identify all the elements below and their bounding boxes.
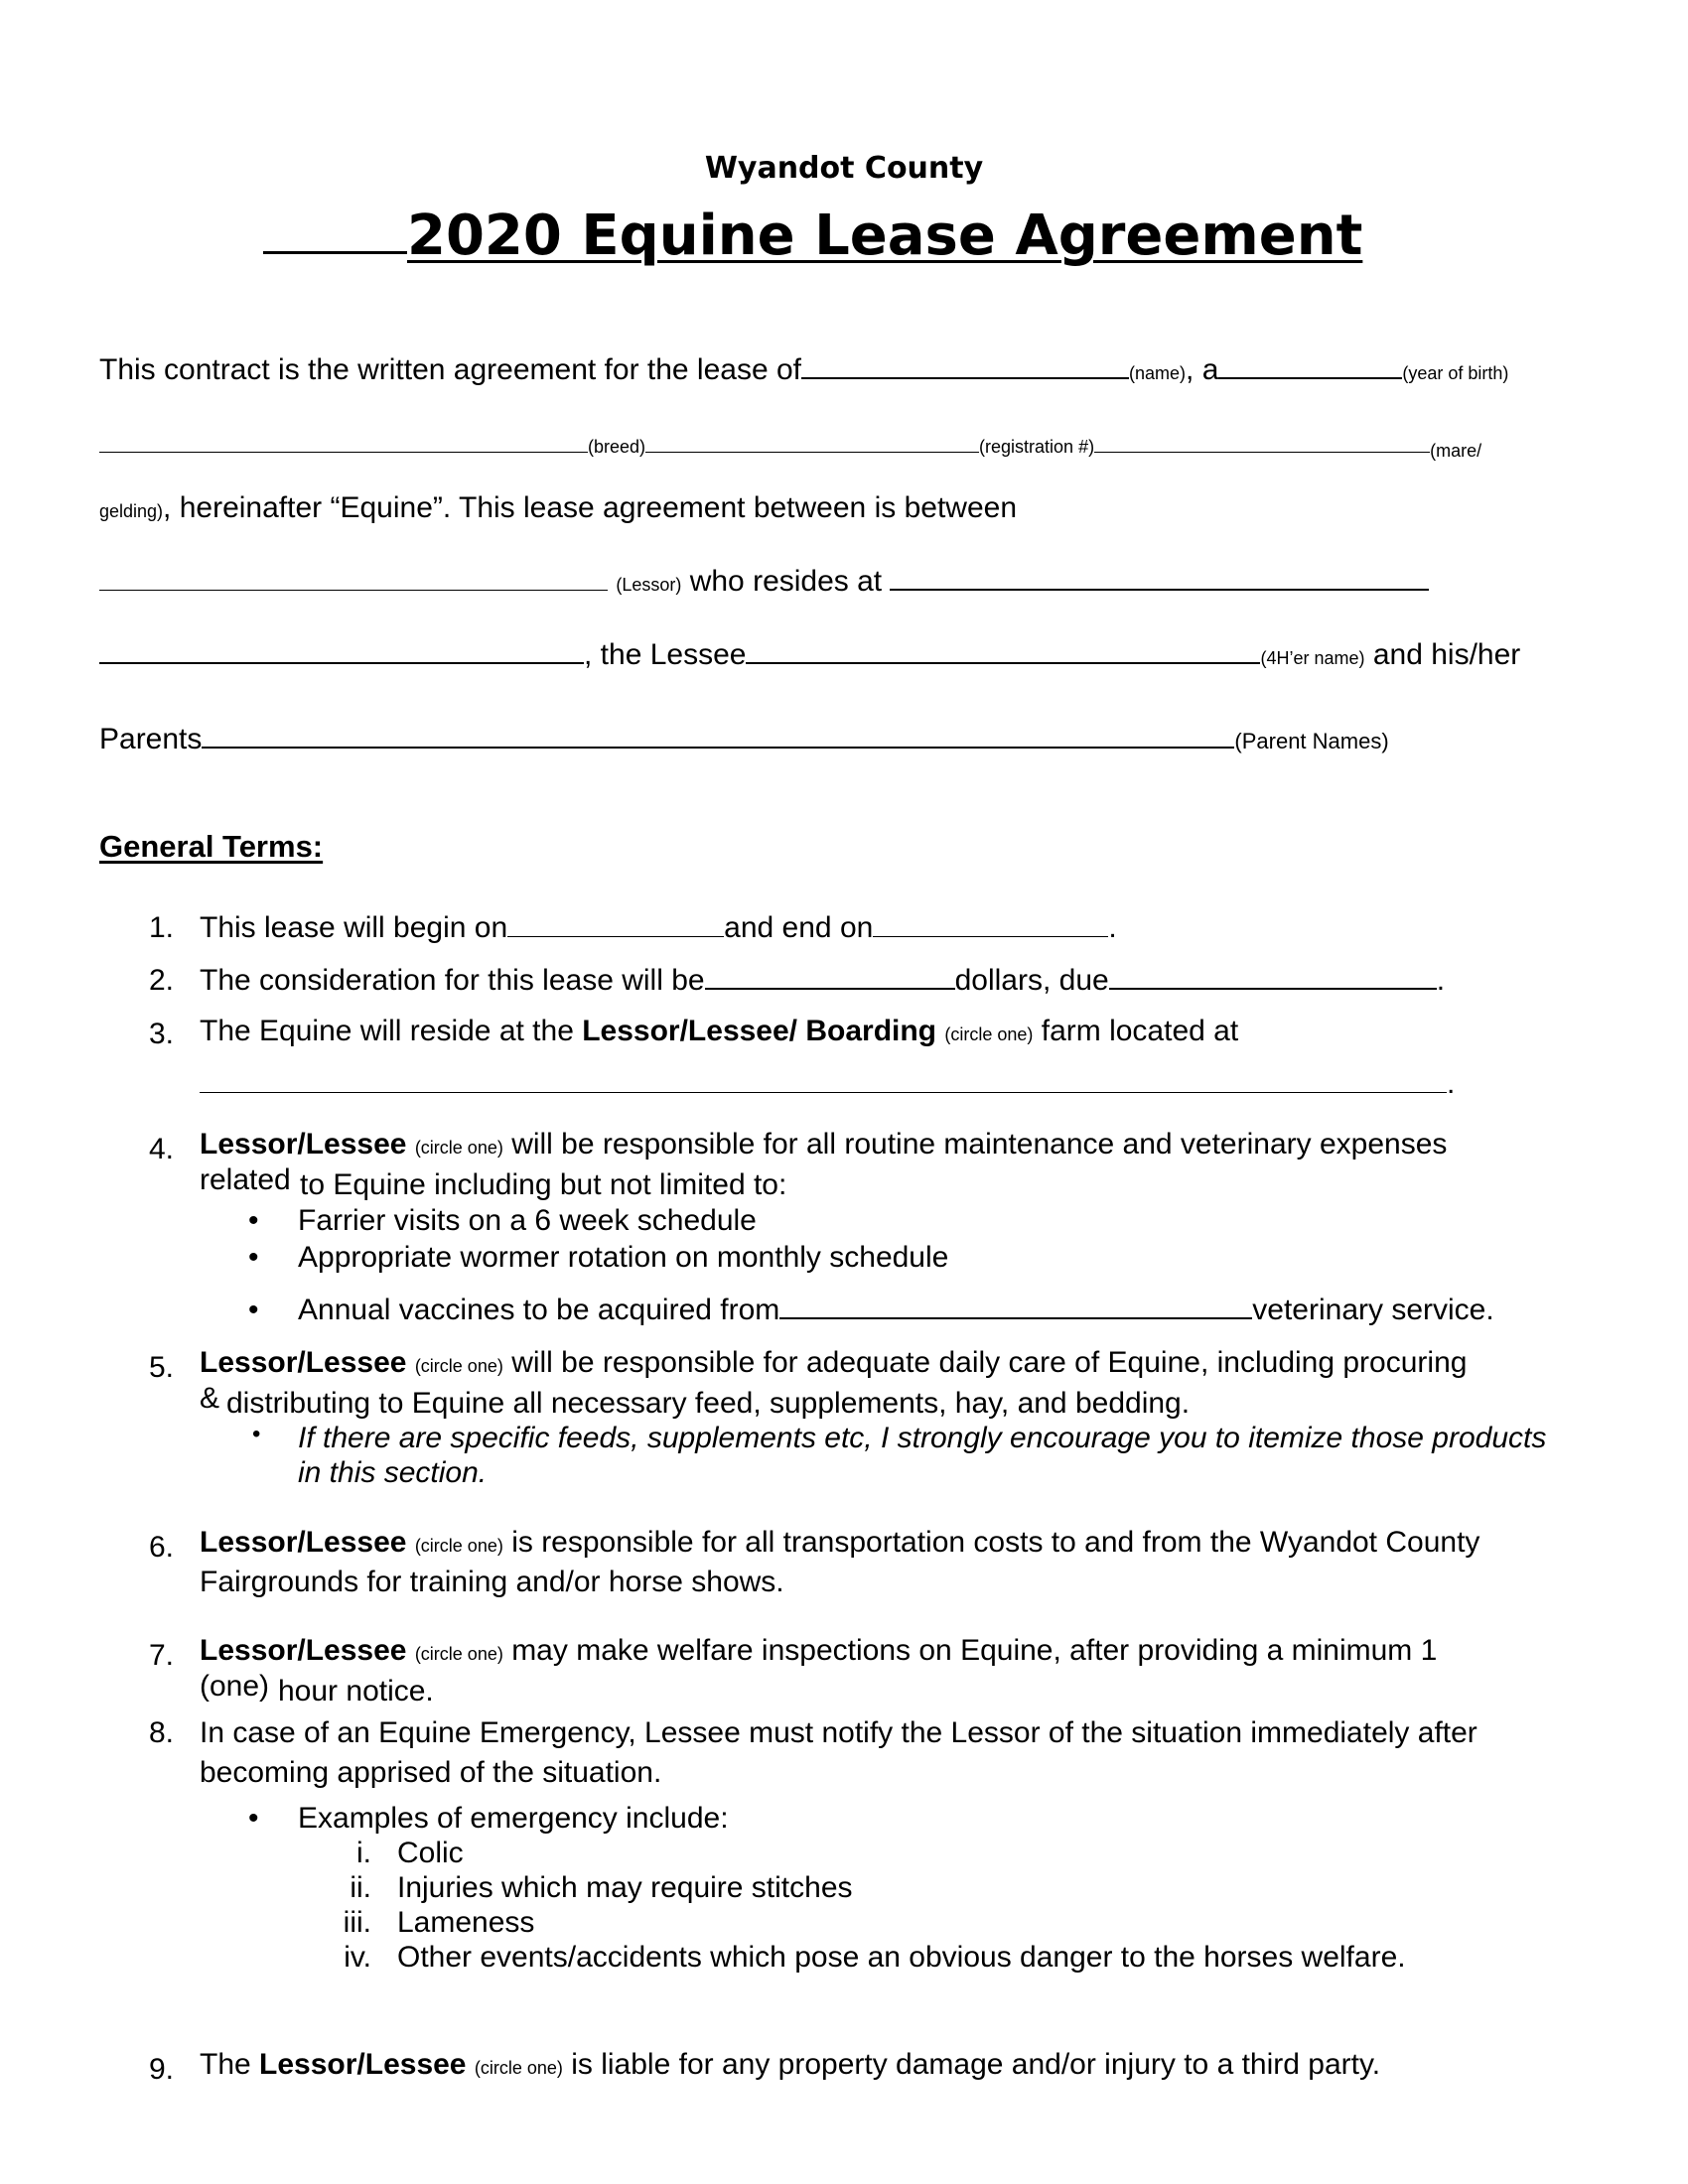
roman-numeral: iii. (343, 1906, 371, 1939)
item-text: This lease will begin on (200, 911, 508, 944)
bullet-item: Farrier visits on a 6 week schedule (298, 1204, 757, 1237)
year-of-birth-field[interactable] (1218, 377, 1402, 379)
parents-text: Parents (99, 723, 203, 755)
term-item-8: In case of an Equine Emergency, Lessee must notify the Lessor of the situation immediately after (200, 1716, 1477, 1749)
term-item-9 (200, 2048, 1380, 2082)
intro-line-5 (99, 638, 1520, 672)
item-text: Annual vaccines to be acquired from (298, 1294, 780, 1326)
item-number: 3. (149, 1018, 175, 1050)
term-item-2 (200, 964, 1445, 998)
consideration-amount-field[interactable] (705, 988, 955, 990)
item-text: The (200, 2048, 260, 2081)
term-item-5 (200, 1346, 1467, 1380)
title-leading-blank[interactable] (263, 251, 407, 254)
mare-gelding-field[interactable] (1094, 452, 1430, 453)
emergency-example: Colic (397, 1837, 464, 1869)
hereinafter-text: , hereinafter “Equine”. This lease agreement between is between (163, 491, 1017, 524)
lessor-address-field-2[interactable] (99, 662, 584, 664)
item-text: will be responsible for adequate daily care of Equine, including procuring (511, 1346, 1468, 1379)
breed-hint: (breed) (588, 437, 646, 457)
item-text: and end on (724, 911, 874, 944)
bullet-icon: • (248, 1241, 259, 1274)
bullet-item: Appropriate wormer rotation on monthly schedule (298, 1241, 949, 1274)
item-text: veterinary service. (1252, 1294, 1494, 1326)
parent-names-field[interactable] (202, 747, 1234, 749)
emergency-examples-label: Examples of emergency include: (298, 1802, 729, 1835)
lessee-name-field[interactable] (746, 662, 1260, 664)
registration-hint: (registration #) (979, 437, 1095, 457)
circle-one-hint: (circle one) (414, 1644, 503, 1664)
item-text: dollars, due (954, 964, 1109, 997)
bullet-icon: • (252, 1421, 261, 1447)
item-7-line-2b: hour notice. (278, 1675, 434, 1707)
item-number: 9. (149, 2053, 175, 2086)
parent-names-hint: (Parent Names) (1234, 729, 1389, 753)
item-5-line-2: distributing to Equine all necessary feed, supplements, hay, and bedding. (226, 1387, 1191, 1420)
item-number: 8. (149, 1716, 175, 1749)
general-terms-heading: General Terms: (99, 829, 324, 864)
ampersand: & (200, 1382, 220, 1415)
4h-name-hint: (4H’er name) (1260, 648, 1365, 668)
bullet-icon: • (248, 1204, 259, 1237)
item-7-line-2a: (one) (200, 1670, 270, 1703)
lessor-hint: (Lessor) (616, 575, 682, 595)
his-her-text: and his/her (1372, 638, 1521, 671)
item-text: is responsible for all transportation costs to and from the Wyandot County (511, 1526, 1480, 1559)
circle-one-hint: (circle one) (414, 1138, 503, 1158)
circle-one-hint: (circle one) (414, 1536, 503, 1556)
horse-name-field[interactable] (801, 377, 1129, 379)
item-text: will be responsible for all routine maintenance and veterinary expenses (511, 1128, 1448, 1160)
intro-line-4 (99, 565, 1429, 599)
emergency-example: Other events/accidents which pose an obvious danger to the horses welfare. (397, 1941, 1406, 1974)
item-number: 5. (149, 1351, 175, 1384)
lessee-text: , the Lessee (584, 638, 747, 671)
lease-end-field[interactable] (873, 936, 1108, 937)
bullet-icon: • (248, 1802, 259, 1835)
item-6-line-2: Fairgrounds for training and/or horse shows. (200, 1566, 784, 1598)
term-item-4 (200, 1128, 1447, 1161)
year-hint: (year of birth) (1402, 363, 1509, 383)
intro-line-1 (99, 353, 1508, 387)
lessor-name-field[interactable] (99, 590, 608, 591)
item-text: may make welfare inspections on Equine, after providing a minimum 1 (511, 1634, 1438, 1667)
item-number: 4. (149, 1133, 175, 1165)
circle-option[interactable]: Lessor/Lessee/ Boarding (582, 1015, 937, 1047)
bullet-icon: • (248, 1294, 259, 1326)
circle-option[interactable]: Lessor/Lessee (200, 1634, 407, 1667)
item-text: The consideration for this lease will be (200, 964, 705, 997)
lease-begin-field[interactable] (507, 936, 724, 937)
item-text: farm located at (1041, 1015, 1239, 1047)
item-4-line-2a: related (200, 1163, 291, 1196)
circle-one-hint: (circle one) (474, 2058, 563, 2078)
item-8-line-2: becoming apprised of the situation. (200, 1756, 662, 1789)
item-text: . (1436, 964, 1446, 997)
term-item-7 (200, 1634, 1437, 1668)
item-4-line-2b: to Equine including but not limited to: (300, 1168, 787, 1201)
item-number: 6. (149, 1531, 175, 1564)
roman-numeral: iv. (344, 1941, 371, 1974)
veterinary-service-field[interactable] (779, 1317, 1252, 1319)
circle-one-hint: (circle one) (944, 1024, 1034, 1044)
item-number: 1. (149, 911, 175, 944)
circle-option[interactable]: Lessor/Lessee (200, 1128, 407, 1160)
resides-text: who resides at (689, 565, 883, 598)
intro-text: This contract is the written agreement for the lease of (99, 353, 802, 386)
circle-option[interactable]: Lessor/Lessee (200, 1526, 407, 1559)
item-number: 2. (149, 964, 175, 997)
term-item-6 (200, 1526, 1479, 1560)
county-heading: Wyandot County (704, 151, 984, 186)
item-number: 7. (149, 1639, 175, 1672)
lessor-address-field[interactable] (890, 589, 1429, 591)
farm-location-field[interactable] (200, 1092, 1447, 1093)
intro-line-6 (99, 723, 1389, 756)
farm-location-line (200, 1067, 1455, 1101)
item-text: is liable for any property damage and/or injury to a third party. (571, 2048, 1381, 2081)
intro-line-2 (99, 437, 1482, 461)
due-date-field[interactable] (1109, 988, 1437, 990)
item-text: The Equine will reside at the (200, 1015, 583, 1047)
roman-numeral: ii. (350, 1871, 371, 1904)
term-item-3 (200, 1015, 1238, 1048)
circle-option[interactable]: Lessor/Lessee (259, 2048, 467, 2081)
itemize-note: If there are specific feeds, supplements etc, I strongly encourage you to itemize those products (298, 1422, 1547, 1454)
mare-hint: (mare/ (1430, 441, 1482, 461)
item-text: . (1447, 1067, 1456, 1100)
emergency-example: Lameness (397, 1906, 535, 1939)
vaccine-line (298, 1294, 1494, 1327)
title-text: 2020 Equine Lease Agreement (407, 204, 1363, 268)
itemize-note-2: in this section. (298, 1456, 488, 1489)
intro-comma-a: , a (1186, 353, 1219, 386)
term-item-1 (200, 911, 1117, 945)
emergency-example: Injuries which may require stitches (397, 1871, 853, 1904)
document-title (263, 204, 1362, 268)
circle-one-hint: (circle one) (414, 1356, 503, 1376)
registration-field[interactable] (645, 452, 979, 453)
circle-option[interactable]: Lessor/Lessee (200, 1346, 407, 1379)
breed-field[interactable] (99, 452, 588, 453)
intro-line-3 (99, 491, 1017, 525)
gelding-hint: gelding) (99, 501, 164, 521)
name-hint: (name) (1129, 363, 1187, 383)
roman-numeral: i. (356, 1837, 371, 1869)
item-text: . (1108, 911, 1117, 944)
